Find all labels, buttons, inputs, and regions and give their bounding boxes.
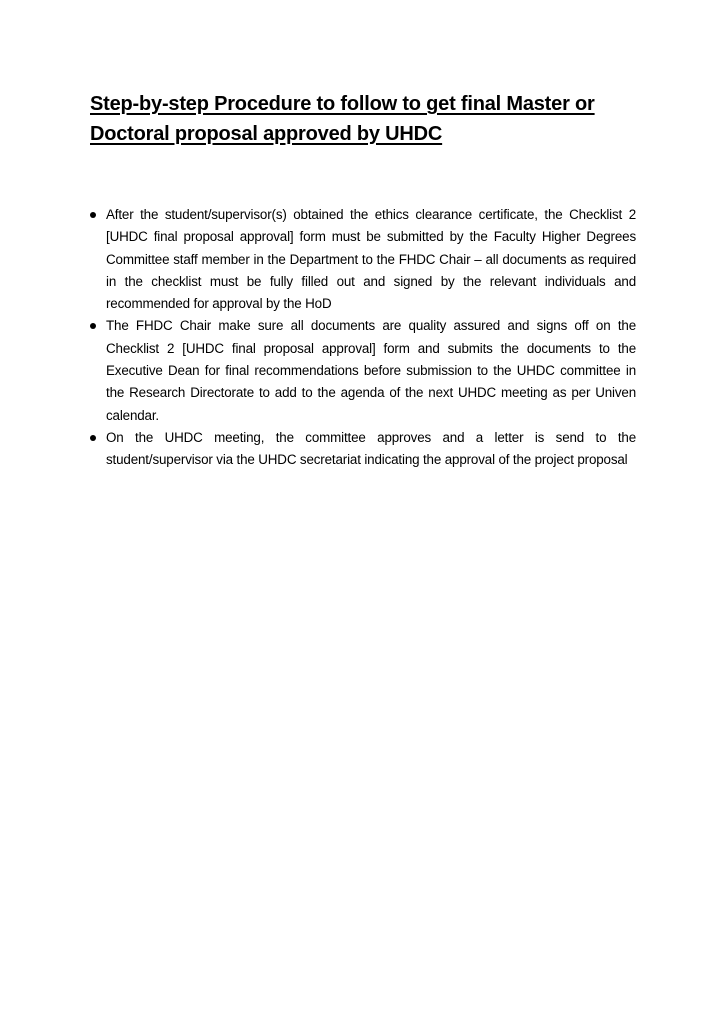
procedure-step-3-text: On the UHDC meeting, the committee approves and a letter is send to the student/supervisor via the UHDC secretariat indicating the approval of the project proposal bbox=[106, 429, 636, 468]
bullet-icon bbox=[90, 435, 96, 441]
procedure-step-1-text: After the student/supervisor(s) obtained the ethics clearance certificate, the Checklist 2 [UHDC final proposal approval] form must be submitted by the Faculty Higher Degrees Committee staff member in the Department to the FHDC Chair – all documents as required in the checklist must be fully filled out and signed by the relevant individuals and recommended for approval by the HoD bbox=[106, 207, 636, 312]
title-line-2: Doctoral proposal approved by UHDC bbox=[90, 123, 443, 145]
procedure-bullet-list bbox=[90, 204, 636, 472]
page-title bbox=[90, 89, 650, 149]
procedure-step-2 bbox=[90, 315, 636, 426]
title-line-1: Step-by-step Procedure to follow to get final Master or bbox=[90, 93, 595, 115]
bullet-icon bbox=[90, 212, 96, 218]
procedure-step-2-text: The FHDC Chair make sure all documents are quality assured and signs off on the Checklist 2 [UHDC final proposal approval] form and submits the documents to the Executive Dean for final recommendations before submission to the UHDC committee in the Research Directorate to add to the agenda of the next UHDC meeting as per Univen calendar. bbox=[106, 318, 636, 423]
procedure-step-3 bbox=[90, 427, 636, 472]
procedure-step-1 bbox=[90, 204, 636, 315]
bullet-icon bbox=[90, 323, 96, 329]
